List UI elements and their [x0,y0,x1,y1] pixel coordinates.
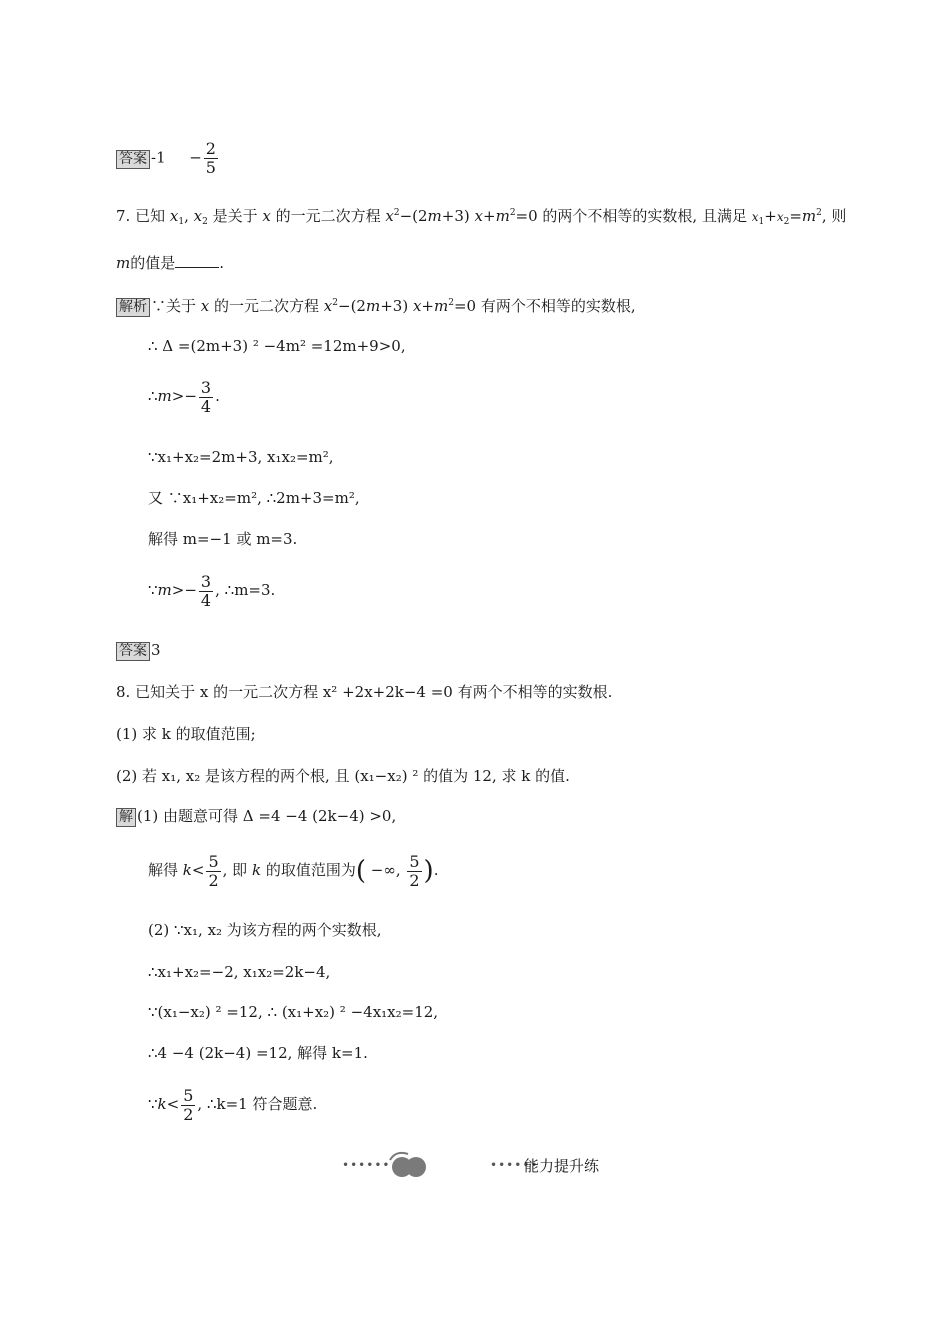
answer-7-line [116,640,161,661]
text: ∴ [148,387,158,405]
subscript: 2 [202,217,208,227]
fraction [204,140,218,177]
text: . [433,861,439,879]
math-var: x [474,207,483,225]
subscript: 2 [783,217,790,227]
superscript: 2 [448,298,454,308]
analysis-tag: 解析 [116,298,150,317]
solution-8-line-6: ∴4 −4 (2k−4) =12, 解得 k=1. [148,1044,368,1062]
solution-tag: 解 [116,808,136,827]
answer-value: -1 [151,148,166,167]
dots-right: •••••• [490,1158,539,1172]
text: −∞, [365,861,406,879]
fraction [407,853,421,890]
text: < [191,861,205,879]
text: . [215,387,220,405]
solution-7-line-7 [148,570,275,610]
text: < [166,1095,180,1113]
math-var: k [251,861,262,879]
solution-7-line-3 [148,376,220,416]
superscript: 2 [393,208,400,218]
text: 的一元二次方程 [209,297,324,315]
answer-blank[interactable] [175,253,219,268]
fraction-denominator: 2 [409,870,420,890]
text: , 即 [222,861,252,879]
text: 已知 [130,207,170,225]
fraction [206,853,220,890]
text: −(2 [338,297,366,315]
question-7-line-2 [116,253,224,273]
solution-7-line-2: ∴ Δ =(2m+3) ² −4m² =12m+9>0, [148,337,406,355]
answer-value: 3 [151,641,161,659]
text: (1) 由题意可得 Δ =4 −4 (2k−4) >0, [137,807,397,825]
text: ∵ [148,581,158,599]
text: + [764,207,777,225]
question-8-line-1: 8. 已知关于 x 的一元二次方程 x² +2x+2k−4 =0 有两个不相等的实数根. [116,683,613,701]
dots-left: •••••• [342,1158,391,1172]
math-var: x [193,207,203,225]
solution-7-line-4: ∵x₁+x₂=2m+3, x₁x₂=m², [148,448,334,466]
math-var: m [427,207,442,225]
solution-7-line-1 [116,293,636,317]
fraction [199,573,213,610]
math-var: m [801,207,817,225]
superscript: 2 [332,298,338,308]
text: 是关于 [207,207,263,225]
text: =0 有两个不相等的实数根, [453,297,636,315]
fraction-denominator: 4 [200,396,212,416]
answer-tag: 答案 [116,150,150,169]
fraction-denominator: 4 [200,590,212,610]
solution-7-line-6: 解得 m=−1 或 m=3. [148,530,298,548]
math-var: x [200,297,210,315]
solution-8-line-5: ∵(x₁−x₂) ² =12, ∴ (x₁+x₂) ² −4x₁x₂=12, [148,1003,439,1021]
section-title: 能力提升练 [524,1157,600,1175]
fraction-numerator: 2 [205,139,216,158]
solution-8-line-1 [116,806,396,827]
solution-7-line-5: 又 ∵x₁+x₂=m², ∴2m+3=m², [148,489,360,507]
fraction-denominator: 2 [183,1104,194,1124]
text: =0 的两个不相等的实数根, 且满足 [515,207,752,225]
math-var: m [157,581,172,599]
text: ∵ [148,1095,158,1113]
fraction-denominator: 5 [205,158,216,177]
fraction-numerator: 3 [200,571,212,591]
math-var: m [116,254,131,272]
math-var: x [385,207,394,225]
question-8-line-3: (2) 若 x₁, x₂ 是该方程的两个根, 且 (x₁−x₂) ² 的值为 12, 求 k 的值. [116,767,570,785]
text: >− [171,581,197,599]
math-var: k [182,861,192,879]
math-var: k [157,1095,167,1113]
superscript: 2 [816,208,822,218]
text: +3) [380,297,413,315]
fraction [181,1087,195,1124]
text: , ∴k=1 符合题意. [197,1095,318,1113]
math-var: x [412,297,422,315]
text: 的值是 [130,254,176,272]
section-logo-icon [382,1150,436,1180]
text: 的一元二次方程 [270,207,386,225]
text: ∵关于 [151,297,201,315]
solution-8-line-3: (2) ∵x₁, x₂ 为该方程的两个实数根, [148,921,382,939]
fraction-numerator: 5 [208,851,219,871]
answer-tag: 答案 [116,642,150,661]
fraction-numerator: 5 [183,1085,194,1105]
fraction-sign: − [189,148,202,167]
fraction-denominator: 2 [208,870,219,890]
text: = [789,207,802,225]
text: + [421,297,434,315]
left-paren: ( [355,856,366,886]
question-7-line-1 [116,203,846,232]
question-number: 7. [116,207,131,225]
fraction [199,379,213,416]
solution-8-line-7 [148,1082,317,1126]
answer-6-line [116,140,220,177]
math-var: m [495,207,510,225]
right-paren: ) [423,856,434,886]
text: , ∴m=3. [215,581,276,599]
fraction-numerator: 3 [200,377,212,397]
solution-8-line-4: ∴x₁+x₂=−2, x₁x₂=2k−4, [148,963,331,981]
question-8-line-2: (1) 求 k 的取值范围; [116,725,256,743]
math-var: x [262,207,271,225]
superscript: 2 [509,208,516,218]
text: 的取值范围为 [261,861,356,879]
text: 解得 [148,861,183,879]
fraction-numerator: 5 [409,851,420,871]
section-footer [0,1150,950,1180]
math-var: x [323,297,333,315]
math-var: x [169,207,179,225]
solution-8-line-2 [148,848,438,893]
text: +3) [441,207,470,225]
math-var: m [365,297,381,315]
text: −(2 [399,207,428,225]
subscript: 1 [178,217,185,227]
text: >− [171,387,197,405]
math-var: m [157,387,172,405]
math-var: x [776,210,784,224]
text: , 则 [821,207,847,225]
math-var: x [751,210,759,224]
text: . [219,254,225,272]
text: , [184,207,194,225]
text: + [483,207,496,225]
subscript: 1 [758,217,765,227]
math-var: m [433,297,449,315]
